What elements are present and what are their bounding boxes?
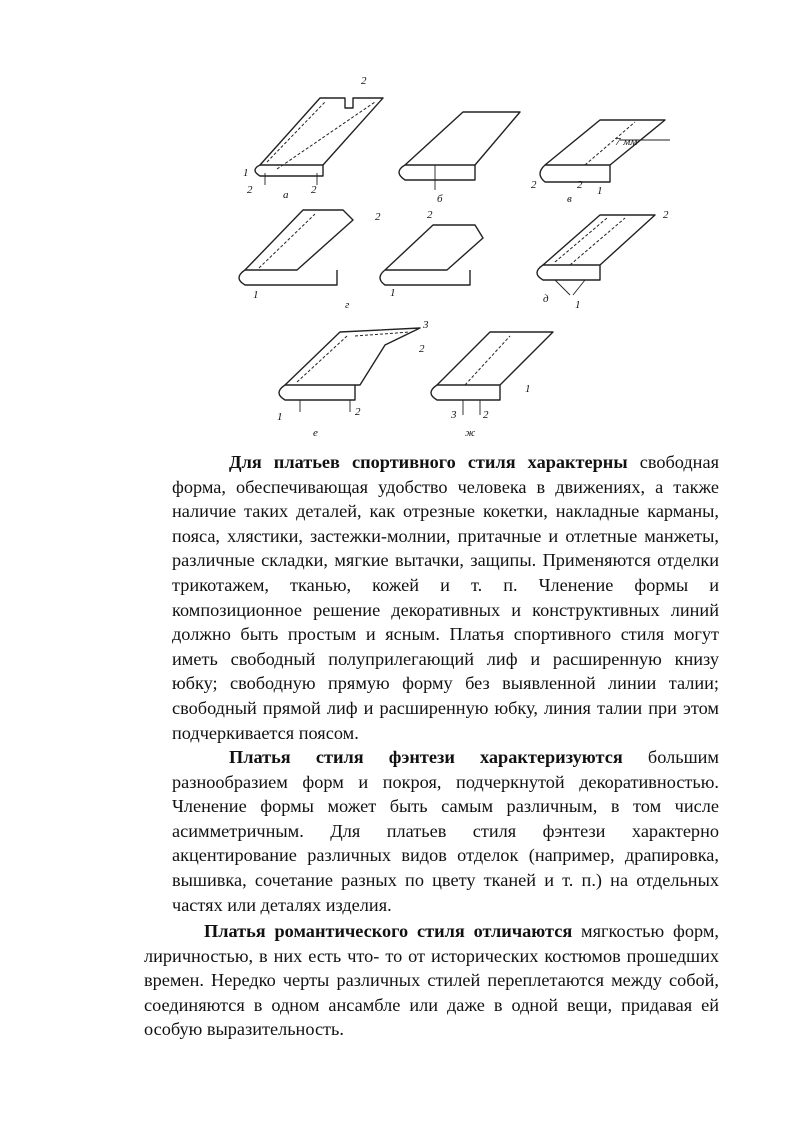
panel-e-label-2: 2 [419,343,425,355]
panel-a-label-4: 2 [311,184,317,196]
panel-a [243,75,383,201]
panel-v-label-3: 1 [597,185,603,197]
panel-g-label-3: 1 [253,289,259,301]
paragraph-sport-style-lead: Для платьев спортивного стиля характерны [229,452,628,472]
panel-v-caption: в [567,193,572,205]
panel-e-caption: е [313,427,318,439]
paragraph-romantic-style [144,919,719,1042]
panel-zh-label-1: 1 [525,383,531,395]
panel-d-label-1: 2 [663,209,669,221]
panel-zh-caption: ж [465,427,476,439]
panel-zh-label-3: 2 [483,409,489,421]
panel-v [531,120,670,205]
panel-v-label-1: 2 [531,179,537,191]
panel-g-label-4: 1 [390,287,396,299]
panel-g [239,209,483,311]
paragraph-fantasy-style-body: большим разнообразием форм и покроя, подчеркнутой декоративностью. Членение формы может быть самым различным, в том числе асимметричным. Для платьев стиля фэнтези характерно акцентирование различных видов отделок (например, драпировка, вышивка, сочетание разных по цвету тканей и т. п.) на отдельных частях или деталях изделия. [172,747,719,915]
paragraph-sport-style [172,450,719,745]
panel-zh-label-2: 3 [451,409,457,421]
panel-e [277,319,429,439]
panel-g-label-2: 2 [427,209,433,221]
seam-diagram [225,70,675,450]
seam-diagram-figure [225,70,675,450]
paragraph-romantic-style-body: мягкостью форм, лиричностью, в них есть что- то от исторических костюмов прошедших времен. Нередко черты различных стилей переплетаются между собой, соединяются в одном ансамбле или даже в одной вещи, придавая ей особую выразительность. [144,921,719,1040]
panel-g-caption: г [345,299,350,311]
panel-a-caption: а [283,189,289,201]
paragraph-romantic-style-lead: Платья романтического стиля отличаются [204,921,573,941]
panel-e-label-1: 3 [423,319,429,331]
panel-zh [431,332,553,439]
panel-e-label-3: 1 [277,411,283,423]
paragraph-fantasy-style [172,745,719,917]
paragraph-fantasy-style-lead: Платья стиля фэнтези характеризуются [229,747,623,767]
panel-b-caption: б [437,193,443,205]
panel-a-label-2: 1 [243,167,249,179]
panel-b [399,112,520,205]
panel-v-label-2: 2 [577,179,583,191]
panel-g-label-1: 2 [375,211,381,223]
panel-v-measure: 7 мм [615,136,638,148]
panel-a-label-3: 2 [247,184,253,196]
paragraph-sport-style-body: свободная форма, обеспечивающая удобство человека в движениях, а также наличие таких деталей, как отрезные кокетки, накладные карманы, пояса, хлястики, застежки-молнии, притачные и отлетные манжеты, различные складки, мягкие вытачки, защипы. Применяются отделки трикотажем, тканью, кожей и т. п. Членение формы и композиционное решение декоративных и конструктивных линий должно быть простым и ясным. Платья спортивного стиля могут иметь свободный полуприлегающий лиф и расширенную книзу юбку; свободную прямую форму без выявленной линии талии; свободный прямой лиф и расширенную юбку, линия талии при этом подчеркивается поясом. [172,452,719,743]
panel-a-label-1: 2 [361,75,367,87]
panel-d [537,209,669,311]
panel-e-label-4: 2 [355,406,361,418]
panel-d-label-2: 1 [575,299,581,311]
panel-d-caption: д [543,293,549,305]
